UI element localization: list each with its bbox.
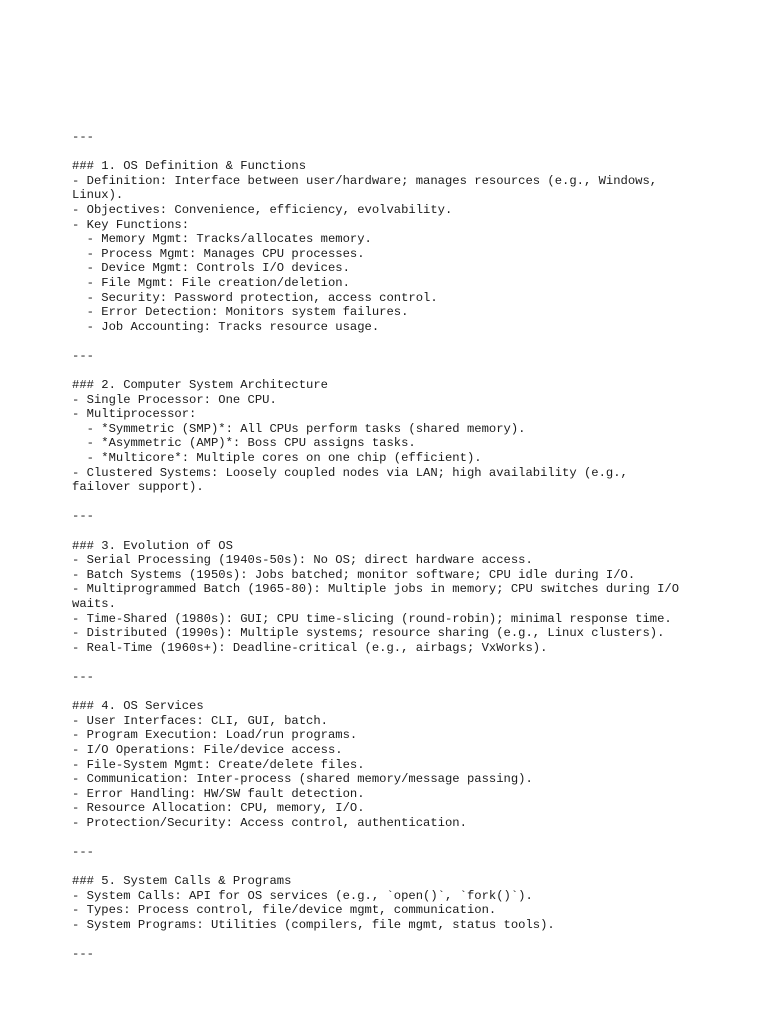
blank-line [72,145,732,160]
blank-line [72,495,732,510]
section-divider: --- [72,130,94,144]
blank-line [72,933,732,948]
section-heading: ### 4. OS Services [72,699,204,714]
list-item: - Distributed (1990s): Multiple systems; resource sharing (e.g., Linux clusters). [72,626,665,641]
list-item: - User Interfaces: CLI, GUI, batch. [72,713,328,728]
blank-line [72,655,732,670]
list-item: - Key Functions: [72,217,190,232]
list-item: - I/O Operations: File/device access. [72,742,343,757]
sub-list-item: - *Multicore*: Multiple cores on one chip (efficient). [72,451,482,466]
list-item: - Program Execution: Load/run programs. [72,728,358,743]
list-item: - Real-Time (1960s+): Deadline-critical (e.g., airbags; VxWorks). [72,640,548,655]
section-divider: --- [72,947,94,962]
blank-line [72,364,732,379]
sub-list-item: - Error Detection: Monitors system failures. [72,305,409,320]
blank-line [72,334,732,349]
text-line: waits. [72,597,116,611]
sub-list-item: - *Asymmetric (AMP)*: Boss CPU assigns tasks. [72,436,416,451]
sub-list-item: - Job Accounting: Tracks resource usage. [72,319,380,334]
section-heading: ### 1. OS Definition & Functions [72,159,307,174]
list-item: - System Calls: API for OS services (e.g., `open()`, `fork()`). [72,888,533,903]
text-line: Linux). [72,188,124,203]
sub-list-item: - Memory Mgmt: Tracks/allocates memory. [72,232,372,247]
section-heading: ### 5. System Calls & Programs [72,874,292,889]
blank-line [72,685,732,700]
list-item: - System Programs: Utilities (compilers, file mgmt, status tools). [72,918,555,933]
list-item: - Time-Shared (1980s): GUI; CPU time-slicing (round-robin); minimal response time. [72,611,672,626]
list-item: - Protection/Security: Access control, authentication. [72,815,467,830]
sub-list-item: - Process Mgmt: Manages CPU processes. [72,246,365,261]
section-divider: --- [72,348,94,363]
sub-list-item: - Device Mgmt: Controls I/O devices. [72,261,350,276]
list-item: - Multiprocessor: [72,407,197,422]
list-item: - Batch Systems (1950s): Jobs batched; monitor software; CPU idle during I/O. [72,567,636,582]
list-item: - Single Processor: One CPU. [72,392,277,407]
list-item: - File-System Mgmt: Create/delete files. [72,757,365,772]
blank-line [72,860,732,875]
list-item: - Multiprogrammed Batch (1965-80): Multiple jobs in memory; CPU switches during I/O [72,582,680,597]
list-item: - Resource Allocation: CPU, memory, I/O. [72,801,365,816]
document-body [72,130,732,962]
section-heading: ### 3. Evolution of OS [72,538,233,553]
sub-list-item: - Security: Password protection, access control. [72,290,438,305]
list-item: - Communication: Inter-process (shared memory/message passing). [72,772,533,787]
list-item: - Types: Process control, file/device mgmt, communication. [72,903,497,918]
sub-list-item: - File Mgmt: File creation/deletion. [72,275,350,290]
text-line: failover support). [72,480,204,495]
section-divider: --- [72,845,94,860]
section-divider: --- [72,669,94,684]
list-item: - Error Handling: HW/SW fault detection. [72,786,365,801]
section-divider: --- [72,509,94,524]
list-item: - Serial Processing (1940s-50s): No OS; direct hardware access. [72,553,533,568]
section-heading: ### 2. Computer System Architecture [72,378,328,393]
blank-line [72,524,732,539]
list-item: - Clustered Systems: Loosely coupled nodes via LAN; high availability (e.g., [72,465,628,480]
list-item: - Definition: Interface between user/hardware; manages resources (e.g., Windows, [72,173,658,188]
list-item: - Objectives: Convenience, efficiency, evolvability. [72,202,453,217]
sub-list-item: - *Symmetric (SMP)*: All CPUs perform tasks (shared memory). [72,421,526,436]
blank-line [72,831,732,846]
